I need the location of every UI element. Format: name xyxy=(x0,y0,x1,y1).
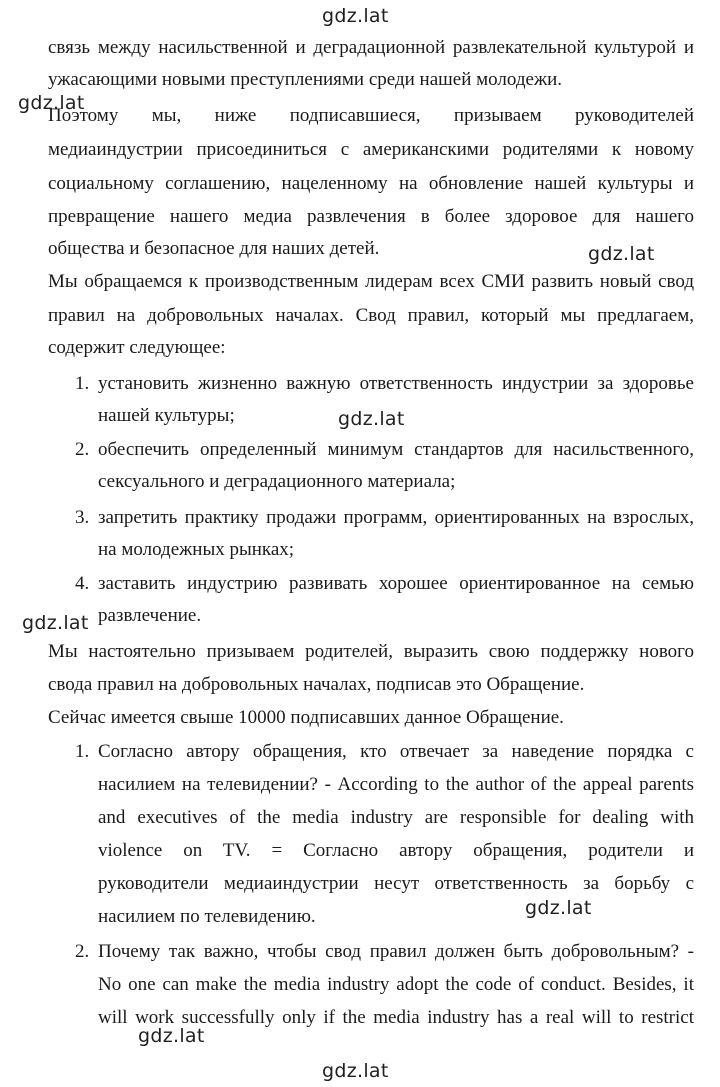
list-item-line: сексуального и деградационного материала; xyxy=(98,471,456,492)
list-item-line: на молодежных рынках; xyxy=(98,539,295,560)
list-item-line: развлечение. xyxy=(98,605,202,626)
paragraph-line: связь между насильственной и деградационной развлекательной культурой и xyxy=(48,37,694,58)
watermark: gdz.lat xyxy=(18,92,85,114)
watermark: gdz.lat xyxy=(138,1025,205,1047)
list-number: 4. xyxy=(75,573,90,594)
question-line: руководители медиаиндустрии несут ответственность за борьбу с xyxy=(98,873,694,894)
list-number: 1. xyxy=(75,373,90,394)
watermark: gdz.lat xyxy=(588,243,655,265)
list-item-line: обеспечить определенный минимум стандартов для насильственного, xyxy=(98,439,694,460)
list-item-line: нашей культуры; xyxy=(98,405,235,426)
paragraph-line: Сейчас имеется свыше 10000 подписавших данное Обращение. xyxy=(48,707,564,728)
list-number: 3. xyxy=(75,507,90,528)
watermark: gdz.lat xyxy=(322,1060,389,1082)
question-line: Почему так важно, чтобы свод правил должен быть добровольным? - xyxy=(98,941,694,962)
question-line: No one can make the media industry adopt the code of conduct. Besides, it xyxy=(98,974,694,995)
watermark: gdz.lat xyxy=(338,408,405,430)
question-line: will work successfully only if the media industry has a real will to restrict xyxy=(98,1007,694,1028)
paragraph-line: медиаиндустрии присоединиться с американскими родителями к новому xyxy=(48,139,694,160)
list-item-line: запретить практику продажи программ, ориентированных на взрослых, xyxy=(98,507,694,528)
question-line: насилием по телевидению. xyxy=(98,906,316,927)
paragraph-line: ужасающими новыми преступлениями среди нашей молодежи. xyxy=(48,69,562,90)
list-number: 2. xyxy=(75,439,90,460)
paragraph-line: свода правил на добровольных началах, подписав это Обращение. xyxy=(48,674,585,695)
question-number: 1. xyxy=(75,741,90,762)
paragraph-line: Поэтому мы, ниже подписавшиеся, призываем руководителей xyxy=(48,105,694,126)
watermark: gdz.lat xyxy=(22,612,89,634)
paragraph-line: превращение нашего медиа развлечения в более здоровое для нашего xyxy=(48,206,694,227)
question-line: насилием на телевидении? - According to the author of the appeal parents xyxy=(98,774,694,795)
list-item-line: установить жизненно важную ответственность индустрии за здоровье xyxy=(98,373,694,394)
question-line: violence on TV. = Согласно автору обращения, родители и xyxy=(98,840,694,861)
list-item-line: заставить индустрию развивать хорошее ориентированное на семью xyxy=(98,573,694,594)
paragraph-line: Мы обращаемся к производственным лидерам всех СМИ развить новый свод xyxy=(48,271,694,292)
paragraph-line: Мы настоятельно призываем родителей, выразить свою поддержку нового xyxy=(48,641,694,662)
paragraph-line: правил на добровольных началах. Свод правил, который мы предлагаем, xyxy=(48,305,694,326)
question-line: Согласно автору обращения, кто отвечает за наведение порядка с xyxy=(98,741,694,762)
watermark: gdz.lat xyxy=(525,897,592,919)
question-line: and executives of the media industry are responsible for dealing with xyxy=(98,807,694,828)
paragraph-line: социальному соглашению, нацеленному на обновление нашей культуры и xyxy=(48,173,694,194)
question-number: 2. xyxy=(75,941,90,962)
paragraph-line: содержит следующее: xyxy=(48,337,226,358)
paragraph-line: общества и безопасное для наших детей. xyxy=(48,238,380,259)
watermark: gdz.lat xyxy=(322,5,389,27)
